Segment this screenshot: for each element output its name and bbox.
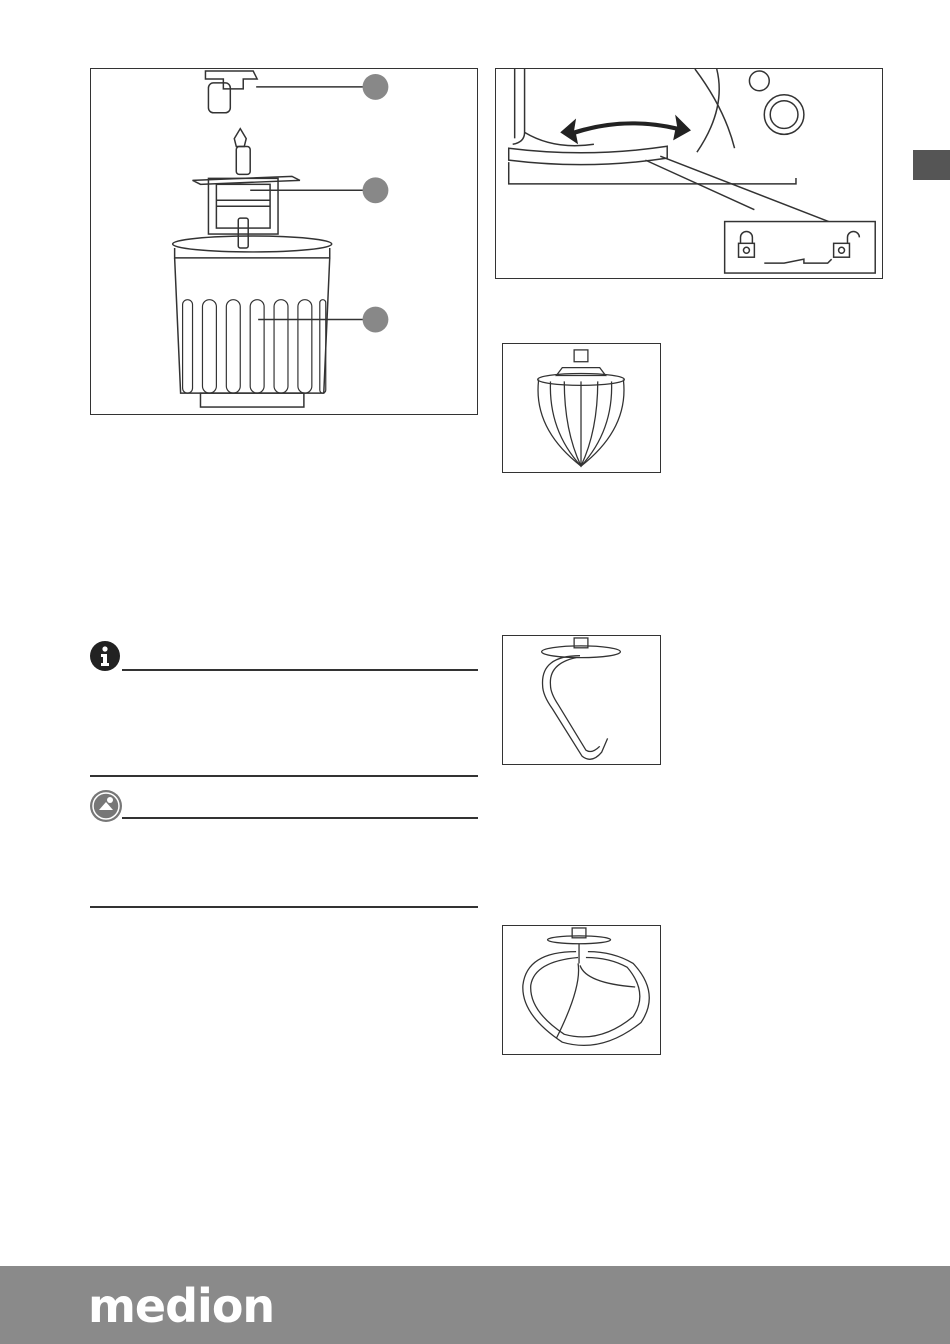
whisk-drawing (503, 344, 660, 472)
info-rule-top (122, 669, 478, 671)
brand-logo: medion (88, 1279, 275, 1333)
figure-dough-hook (502, 635, 661, 765)
section-tab-marker (913, 150, 950, 180)
info-icon (90, 641, 120, 671)
dough-hook-drawing (503, 636, 660, 764)
figure-flat-beater (502, 925, 661, 1055)
figure-bowl-lock (495, 68, 883, 279)
read-manual-icon (90, 790, 122, 822)
figure-whisk (502, 343, 661, 473)
info-rule-bottom (90, 775, 478, 777)
attachment-parts-drawing (91, 69, 477, 414)
flat-beater-drawing (503, 926, 660, 1054)
manual-rule-top (122, 817, 478, 819)
bowl-lock-drawing (496, 69, 882, 278)
manual-rule-bottom (90, 906, 478, 908)
figure-attachment-parts (90, 68, 478, 415)
